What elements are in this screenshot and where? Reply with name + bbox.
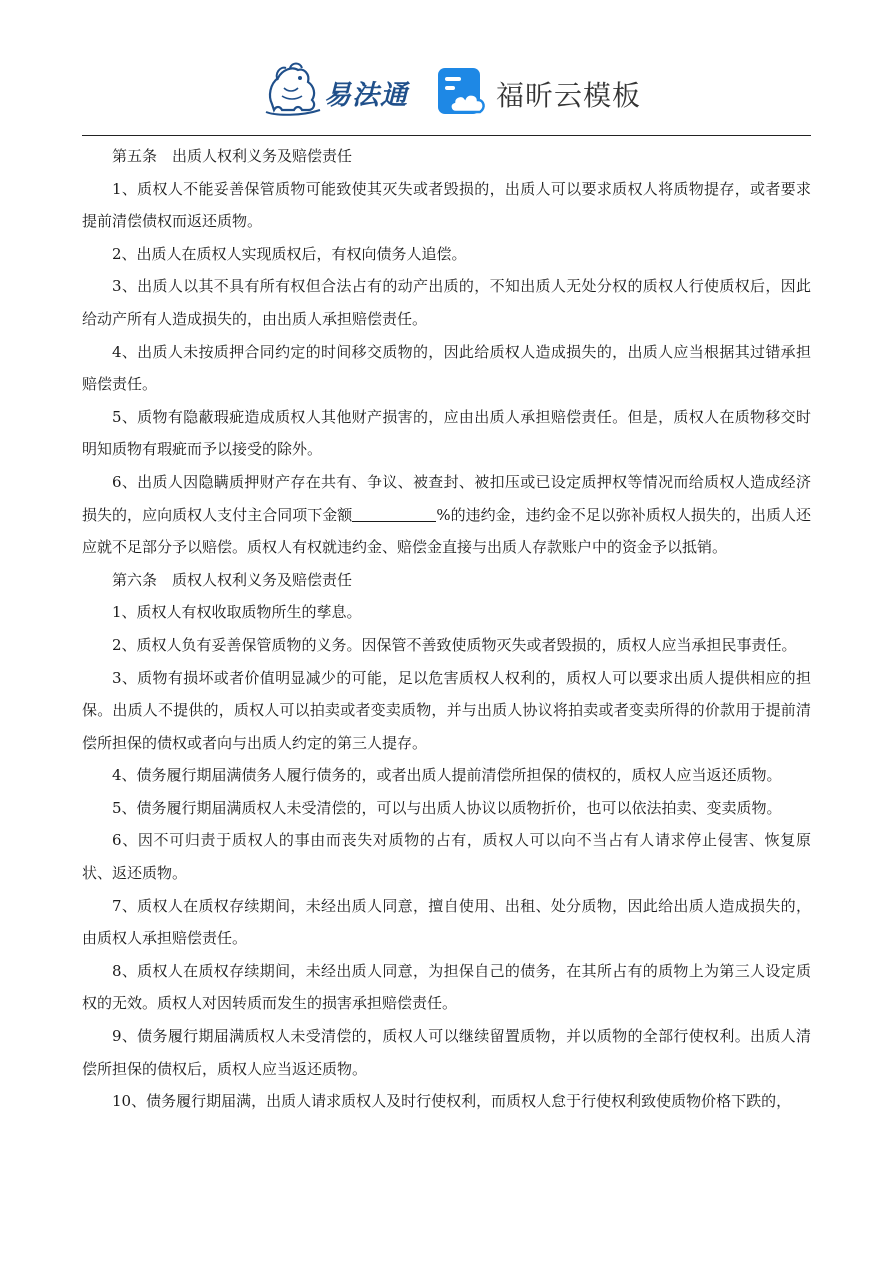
article-6-clause-3: 3、质物有损坏或者价值明显减少的可能，足以危害质权人权利的，质权人可以要求出质人提供相应的担保。出质人不提供的，质权人可以拍卖或者变卖质物，并与出质人协议将拍卖或者变卖所得的价款用于提前清偿所担保的债权或者向与出质人约定的第三人提存。 [82,668,811,752]
article-6-clause-7: 7、质权人在质权存续期间，未经出质人同意，擅自使用、出租、处分质物，因此给出质人造成损失的，由质权人承担赔偿责任。 [82,896,811,948]
article-6-clause-10: 10、债务履行期届满，出质人请求质权人及时行使权利，而质权人怠于行使权利致使质物价格下跌的， [112,1092,792,1111]
article-6-clause-8: 8、质权人在质权存续期间，未经出质人同意，为担保自己的债务，在其所占有的质物上为第三人设定质权的无效。质权人对因转质而发生的损害承担赔偿责任。 [82,961,811,1013]
lion-emblem-icon [262,60,324,118]
article-6-clause-2: 2、质权人负有妥善保管质物的义务。因保管不善致使质物灭失或者毁损的，质权人应当承担民事责任。 [112,635,797,654]
yifatong-logo-text: 易法通 [324,80,408,111]
yifatong-logo [262,60,422,120]
clause-6-text-before: 6、出质人因隐瞒质押财产存在共有、争议、被查封、被扣压或已设定质押权等情况而给质权人造成经济损失的，应向质权人支付主合同项下金额 [82,472,811,524]
penalty-percent-blank [352,506,436,522]
header-divider [82,135,811,136]
foxit-template-logo-text: 福昕云模板 [496,79,642,112]
article-6-clause-6: 6、因不可归责于质权人的事由而丧失对质物的占有，质权人可以向不当占有人请求停止侵害、恢复原状、返还质物。 [82,831,811,883]
article-5-clause-4: 4、出质人未按质押合同约定的时间移交质物的，因此给质权人造成损失的，出质人应当根据其过错承担赔偿责任。 [82,342,811,394]
page-header [0,0,893,136]
article-5-clause-6 [82,466,811,564]
article-6-heading: 第六条 质权人权利义务及赔偿责任 [112,570,353,589]
article-6-clause-4: 4、债务履行期届满债务人履行债务的，或者出质人提前清偿所担保的债权的，质权人应当返还质物。 [112,766,782,785]
article-5-clause-5: 5、质物有隐蔽瑕疵造成质权人其他财产损害的，应由出质人承担赔偿责任。但是，质权人在质物移交时明知质物有瑕疵而予以接受的除外。 [82,407,811,459]
article-6-clause-1: 1、质权人有权收取质物所生的孳息。 [112,603,362,622]
document-cloud-icon [436,66,490,118]
article-6-clause-5: 5、债务履行期届满质权人未受清偿的，可以与出质人协议以质物折价，也可以依法拍卖、变卖质物。 [112,798,782,817]
foxit-template-logo [436,66,646,118]
article-5-heading: 第五条 出质人权利义务及赔偿责任 [112,147,353,165]
article-5-clause-3: 3、出质人以其不具有所有权但合法占有的动产出质的，不知出质人无处分权的质权人行使质权后，因此给动产所有人造成损失的，由出质人承担赔偿责任。 [82,277,811,328]
article-6-clause-9: 9、债务履行期届满质权人未受清偿的，质权人可以继续留置质物，并以质物的全部行使权利。出质人清偿所担保的债权后，质权人应当返还质物。 [82,1027,811,1078]
article-5-clause-2: 2、出质人在质权人实现质权后，有权向债务人追偿。 [112,244,467,263]
document-body [82,140,811,1118]
clause-6-text-after: %的违约金，违约金不足以弥补质权人损失的，出质人还应就不足部分予以赔偿。质权人有权就违约金、赔偿金直接与出质人存款账户中的资金予以抵销。 [82,505,811,557]
article-5-clause-1: 1、质权人不能妥善保管质物可能致使其灭失或者毁损的，出质人可以要求质权人将质物提存，或者要求提前清偿债权而返还质物。 [82,179,811,231]
